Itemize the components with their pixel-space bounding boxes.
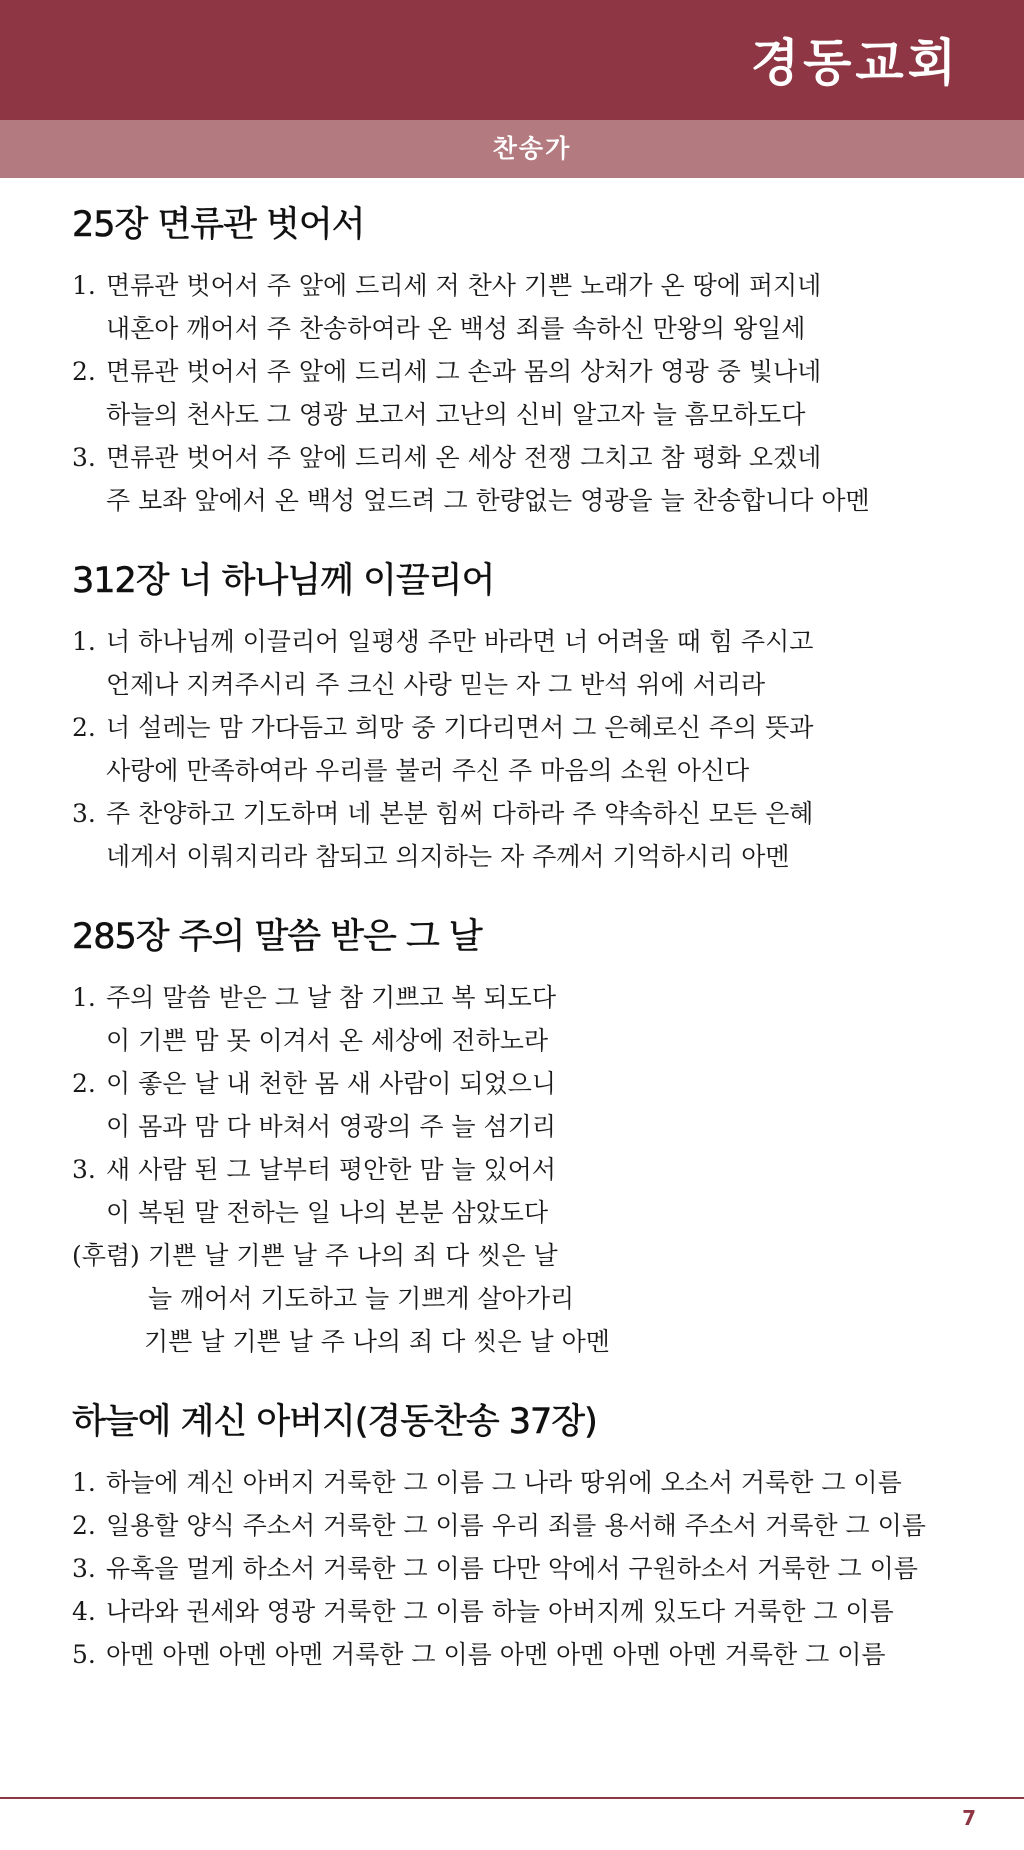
verse-line <box>72 976 972 1019</box>
verse-number: 2. <box>72 713 96 742</box>
refrain-text: 기쁜 날 기쁜 날 주 나의 죄 다 씻은 날 <box>148 1241 558 1270</box>
verse-number: 3. <box>72 443 96 472</box>
verse-line <box>72 792 972 835</box>
verse-number: 2. <box>72 1069 96 1098</box>
verse-number: 1. <box>72 1468 96 1497</box>
verse-continuation: 네게서 이뤄지리라 참되고 의지하는 자 주께서 기억하시리 아멘 <box>106 842 790 871</box>
verse-number: 1. <box>72 983 96 1012</box>
verse-continuation: 이 몸과 맘 다 바쳐서 영광의 주 늘 섬기리 <box>106 1112 556 1141</box>
verse-continuation: 주 보좌 앞에서 온 백성 엎드려 그 한량없는 영광을 늘 찬송합니다 아멘 <box>106 486 870 515</box>
church-logo: 경동교회 <box>750 34 960 92</box>
hymn-title: 285장 주의 말씀 받은 그 날 <box>72 917 482 957</box>
refrain-label: (후렴) <box>72 1241 140 1270</box>
refrain-continuation: 늘 깨어서 기도하고 늘 기쁘게 살아가리 <box>148 1284 575 1313</box>
verse-line <box>72 620 972 663</box>
verse-text: 새 사람 된 그 날부터 평안한 맘 늘 있어서 <box>106 1155 556 1184</box>
verse-text: 주 찬양하고 기도하며 네 본분 힘써 다하라 주 약속하신 모든 은혜 <box>106 799 814 828</box>
hymn-content <box>72 200 972 1676</box>
verse-continuation: 언제나 지켜주시리 주 크신 사랑 믿는 자 그 반석 위에 서리라 <box>106 670 766 699</box>
verse-continuation: 이 복된 말 전하는 일 나의 본분 삼았도다 <box>106 1198 549 1227</box>
verse-text: 하늘에 계신 아버지 거룩한 그 이름 그 나라 땅위에 오소서 거룩한 그 이름 <box>106 1468 902 1497</box>
verse-text: 아멘 아멘 아멘 아멘 거룩한 그 이름 아멘 아멘 아멘 아멘 거룩한 그 이름 <box>106 1640 886 1669</box>
verse-continuation: 이 기쁜 맘 못 이겨서 온 세상에 전하노라 <box>106 1026 549 1055</box>
page-number: 7 <box>962 1806 976 1830</box>
verse-line <box>72 1062 972 1105</box>
hymn-block <box>72 556 972 878</box>
verse-number: 3. <box>72 1554 96 1583</box>
verse-number: 3. <box>72 1155 96 1184</box>
hymn-block <box>72 1397 972 1676</box>
verse-line <box>72 1504 972 1547</box>
verse-number: 3. <box>72 799 96 828</box>
verse-line <box>72 1633 972 1676</box>
verse-text: 너 설레는 맘 가다듬고 희망 중 기다리면서 그 은혜로신 주의 뜻과 <box>106 713 814 742</box>
verse-number: 4. <box>72 1597 96 1626</box>
verse-number: 1. <box>72 627 96 656</box>
hymn-title: 하늘에 계신 아버지(경동찬송 37장) <box>72 1402 597 1442</box>
verse-number: 1. <box>72 271 96 300</box>
section-title: 찬송가 <box>492 134 572 163</box>
verse-line <box>72 1547 972 1590</box>
verse-line <box>72 436 972 479</box>
verse-number: 5. <box>72 1640 96 1669</box>
verse-number: 2. <box>72 1511 96 1540</box>
header-bar <box>0 0 1024 120</box>
verse-text: 면류관 벗어서 주 앞에 드리세 저 찬사 기쁜 노래가 온 땅에 퍼지네 <box>106 271 822 300</box>
verse-continuation: 내혼아 깨어서 주 찬송하여라 온 백성 죄를 속하신 만왕의 왕일세 <box>106 314 806 343</box>
refrain-line <box>72 1234 972 1277</box>
verse-continuation: 하늘의 천사도 그 영광 보고서 고난의 신비 알고자 늘 흠모하도다 <box>106 400 806 429</box>
verse-text: 나라와 권세와 영광 거룩한 그 이름 하늘 아버지께 있도다 거룩한 그 이름 <box>106 1597 894 1626</box>
verse-text: 너 하나님께 이끌리어 일평생 주만 바라면 너 어려울 때 힘 주시고 <box>106 627 814 656</box>
hymn-block <box>72 200 972 522</box>
verse-line <box>72 1148 972 1191</box>
footer-rule <box>0 1797 1024 1799</box>
verse-text: 일용할 양식 주소서 거룩한 그 이름 우리 죄를 용서해 주소서 거룩한 그 이름 <box>106 1511 926 1540</box>
verse-text: 유혹을 멀게 하소서 거룩한 그 이름 다만 악에서 구원하소서 거룩한 그 이름 <box>106 1554 918 1583</box>
verse-line <box>72 1590 972 1633</box>
refrain-continuation: 기쁜 날 기쁜 날 주 나의 죄 다 씻은 날 아멘 <box>144 1327 610 1356</box>
hymn-title: 312장 너 하나님께 이끌리어 <box>72 561 495 601</box>
verse-text: 이 좋은 날 내 천한 몸 새 사람이 되었으니 <box>106 1069 556 1098</box>
hymn-title: 25장 면류관 벗어서 <box>72 205 365 245</box>
verse-text: 면류관 벗어서 주 앞에 드리세 그 손과 몸의 상처가 영광 중 빛나네 <box>106 357 822 386</box>
verse-text: 면류관 벗어서 주 앞에 드리세 온 세상 전쟁 그치고 참 평화 오겠네 <box>106 443 822 472</box>
verse-continuation: 사랑에 만족하여라 우리를 불러 주신 주 마음의 소원 아신다 <box>106 756 750 785</box>
hymn-block <box>72 912 972 1363</box>
verse-line <box>72 706 972 749</box>
verse-number: 2. <box>72 357 96 386</box>
verse-text: 주의 말씀 받은 그 날 참 기쁘고 복 되도다 <box>106 983 556 1012</box>
verse-line <box>72 1461 972 1504</box>
verse-line <box>72 350 972 393</box>
section-band <box>0 120 1024 178</box>
verse-line <box>72 264 972 307</box>
